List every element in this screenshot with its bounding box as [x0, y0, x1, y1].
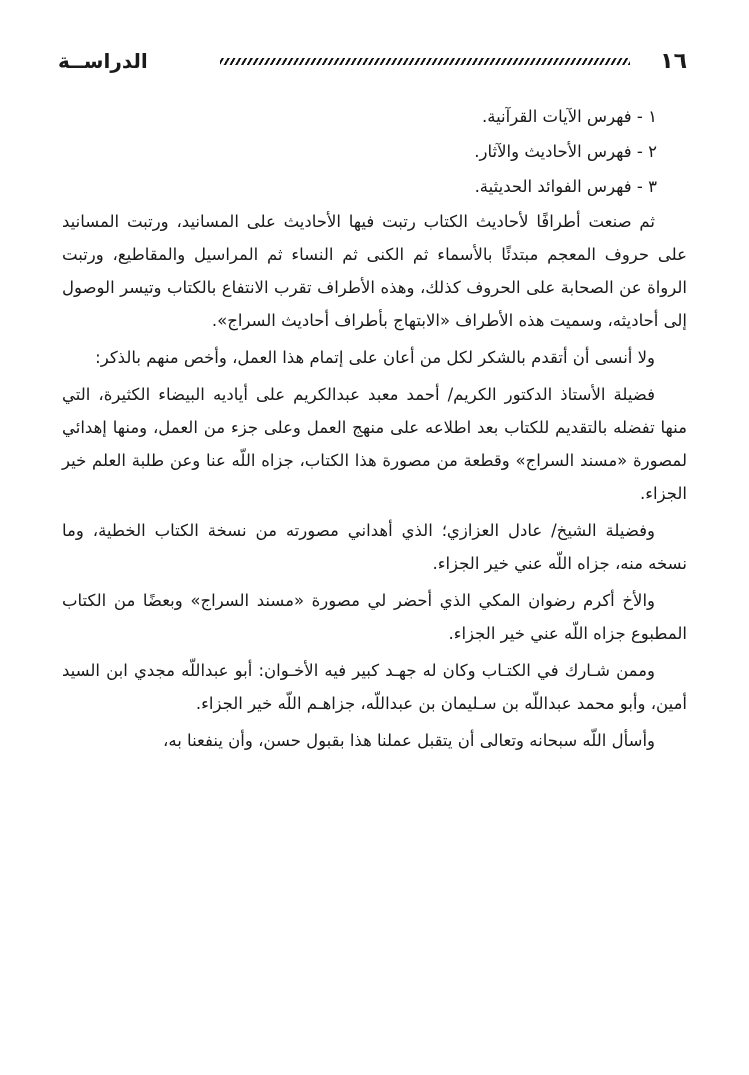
running-title: الدراســة: [58, 49, 148, 73]
page-number: ١٦: [660, 48, 687, 74]
paragraph-thanks-adel-azazi: وفضيلة الشيخ/ عادل العزازي؛ الذي أهداني مصورته من نسخة الكتاب الخطية، وما نسخه منه، جزاه اللّه عني خير الجزاء.: [62, 521, 687, 573]
paragraph-thanks-akram-radwan: والأخ أكرم رضوان المكي الذي أحضر لي مصورة «مسند السراج» وبعضًا من الكتاب المطبوع جزاه اللّه عني خير الجزاء.: [62, 591, 687, 643]
paragraph-thanks-ahmad-mabad: فضيلة الأستاذ الدكتور الكريم/ أحمد معبد عبدالكريم على أياديه البيضاء الكثيرة، التي منها تفضله بالتقديم للكتاب بعد اطلاعه على منهج العمل وعلى جزء من العمل، ومنها إهدائي لمصورة «مسند السراج» وقطعة من مصورة هذا الكتاب، جزاه اللّه عنا وعن طلبة العلم خير الجزاء.: [62, 385, 687, 503]
list-item: ٢ - فهرس الأحاديث والآثار.: [474, 142, 657, 161]
page-body: [62, 100, 687, 761]
paragraph-closing-prayer: وأسأل اللّه سبحانه وتعالى أن يتقبل عملنا هذا بقبول حسن، وأن ينفعنا به،: [163, 731, 655, 750]
page-header: [58, 46, 687, 76]
paragraph-atraf: ثم صنعت أطرافًا لأحاديث الكتاب رتبت فيها الأحاديث على المسانيد، ورتبت المسانيد على حروف المعجم مبتدئًا بالأسماء ثم الكنى ثم النساء ثم المراسيل والمقاطيع، ورتبت الرواة عن الصحابة على الحروف كذلك، وهذه الأطراف تقرب الانتفاع بالكتاب وتيسر الوصول إلى أحاديثه، وسميت هذه الأطراف «الابتهاج بأطراف أحاديث السراج».: [62, 212, 687, 330]
list-item: ٣ - فهرس الفوائد الحديثية.: [474, 177, 657, 196]
paragraph-thanks-intro: ولا أنسى أن أتقدم بالشكر لكل من أعان على إتمام هذا العمل، وأخص منهم بالذكر:: [95, 348, 655, 367]
paragraph-thanks-brothers: وممن شـارك في الكتـاب وكان له جهـد كبير فيه الأخـوان: أبو عبداللّه مجدي ابن السيد أمين، وأبو محمد عبداللّه بن سـليمان بن عبداللّه، جزاهـم اللّه خير الجزاء.: [62, 661, 687, 713]
header-rule: [220, 58, 630, 65]
list-item: ١ - فهرس الآيات القرآنية.: [481, 107, 657, 126]
